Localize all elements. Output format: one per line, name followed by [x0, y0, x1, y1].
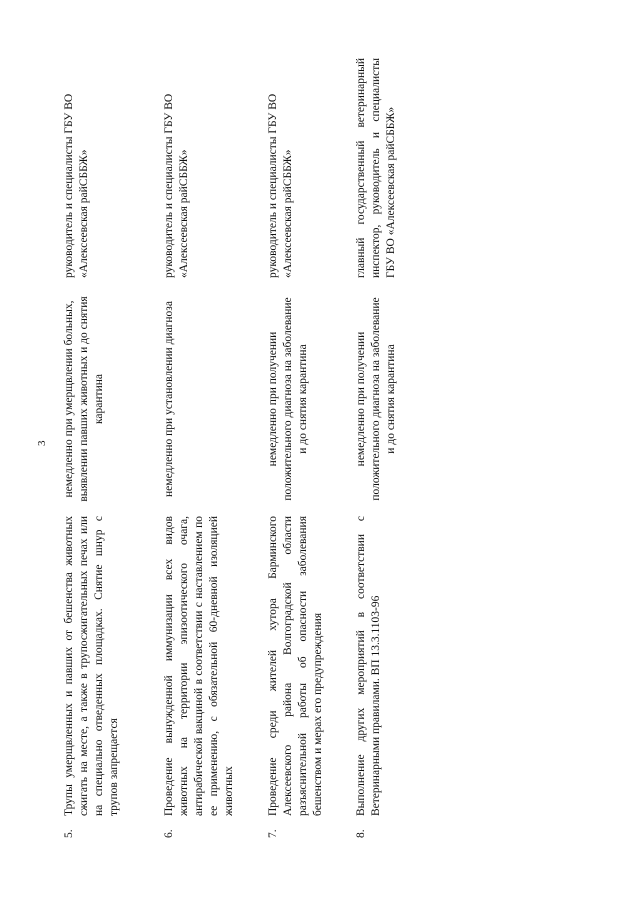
measure-text: Трупы умерщвленных и павших от бешенства животных сжигать на месте, а также в трупосжигательных печах или на специально отведенных площадках. Снятие шнур с трупов запрещается	[63, 516, 120, 816]
measure-text: Проведение среди жителей хутора Барминского Алексеевского района Волгоградской области разъяснительной работы об опасности заболевания бешенством и мерах его предупреждения	[267, 516, 324, 816]
page-number: 3	[36, 440, 48, 446]
measures-table	[62, 58, 422, 838]
row-number: 5.	[63, 829, 75, 838]
responsible-text: руководитель и специалисты ГБУ ВО «Алексеевская райСББЖ»	[163, 93, 190, 278]
measure-text: Выполнение других мероприятий в соответствии с Ветеринарными правилами. ВП 13.3.1103-96	[355, 516, 382, 816]
responsible-text: руководитель и специалисты ГБУ ВО «Алексеевская райСББЖ»	[63, 93, 90, 278]
deadline-text: немедленно при получении положительного диагноза на заболевание и до снятия карантина	[267, 297, 309, 501]
measure-text: Проведение вынужденной иммунизации всех видов животных на территории эпизоотического очага, антирабической вакциной в соответствии с наставлением по ее применению, с обязательной 60-дневной изоляцией животных	[163, 516, 235, 816]
responsible-text: руководитель и специалисты ГБУ ВО «Алексеевская райСББЖ»	[267, 93, 294, 278]
responsible-text: главный государственный ветеринарный инспектор, руководитель и специалисты ГБУ ВО «Алексеевская райСББЖ»	[355, 58, 397, 278]
deadline-text: немедленно при получении положительного диагноза на заболевание и до снятия карантина	[355, 297, 397, 501]
row-number: 6.	[163, 829, 175, 838]
row-number: 7.	[267, 829, 279, 838]
deadline-text: немедленно при умерщвлении больных, выявлении павших животных и до снятия карантина	[63, 296, 105, 502]
row-number: 8.	[355, 829, 367, 838]
deadline-text: немедленно при установлении диагноза	[163, 301, 175, 497]
